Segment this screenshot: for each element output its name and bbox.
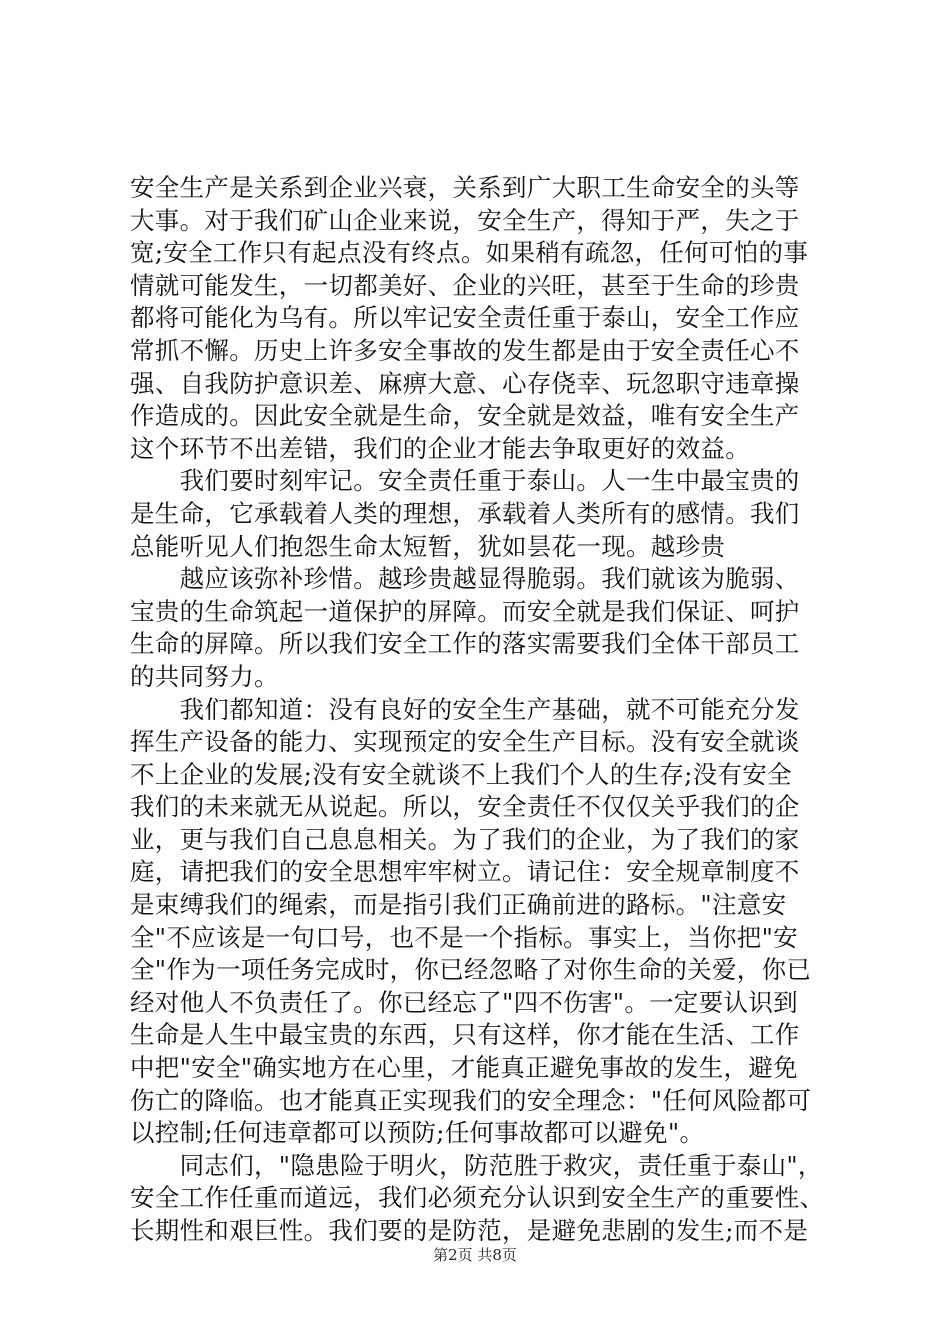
text-line: 我们都知道：没有良好的安全生产基础，就不可能充分发 (130, 694, 800, 724)
text-line: 以控制;任何违章都可以预防;任何事故都可以避免"。 (130, 1118, 705, 1148)
text-line: 都将可能化为乌有。所以牢记安全责任重于泰山，安全工作应 (130, 303, 800, 333)
text-line: 安全工作任重而道远，我们必须充分认识到安全生产的重要性、 (130, 1183, 825, 1213)
text-line: 长期性和艰巨性。我们要的是防范，是避免悲剧的发生;而不是 (130, 1216, 809, 1245)
text-line: 全"不应该是一句口号，也不是一个指标。事实上，当你把"安 (130, 922, 798, 952)
text-line: 是生命，它承载着人类的理想，承载着人类所有的感情。我们 (130, 498, 800, 528)
text-line: 这个环节不出差错，我们的企业才能去争取更好的效益。 (130, 433, 750, 463)
text-line: 作造成的。因此安全就是生命，安全就是效益，唯有安全生产 (130, 401, 800, 431)
text-line: 的共同努力。 (130, 661, 279, 691)
text-line: 是束缚我们的绳索，而是指引我们正确前进的路标。"注意安 (130, 890, 787, 920)
text-line: 生命是人生中最宝贵的东西，只有这样，你才能在生活、工作 (130, 1020, 800, 1050)
body-text (130, 172, 830, 1248)
text-line: 常抓不懈。历史上许多安全事故的发生都是由于安全责任心不 (130, 335, 800, 365)
text-line: 大事。对于我们矿山企业来说，安全生产，得知于严，失之于 (130, 205, 800, 235)
text-line: 宽;安全工作只有起点没有终点。如果稍有疏忽，任何可怕的事 (130, 238, 809, 268)
text-line: 情就可能发生，一切都美好、企业的兴旺，甚至于生命的珍贵 (130, 270, 800, 300)
text-line: 同志们，"隐患险于明火，防范胜于救灾，责任重于泰山"， (130, 1150, 823, 1180)
text-line: 强、自我防护意识差、麻痹大意、心存侥幸、玩忽职守违章操 (130, 368, 800, 398)
text-line: 不上企业的发展;没有安全就谈不上我们个人的生存;没有安全 (130, 759, 792, 789)
text-line: 越应该弥补珍惜。越珍贵越显得脆弱。我们就该为脆弱、 (130, 564, 800, 594)
text-line: 宝贵的生命筑起一道保护的屏障。而安全就是我们保证、呵护 (130, 596, 800, 626)
text-line: 挥生产设备的能力、实现预定的安全生产目标。没有安全就谈 (130, 727, 800, 757)
text-line: 我们要时刻牢记。安全责任重于泰山。人一生中最宝贵的 (130, 466, 800, 496)
text-line: 生命的屏障。所以我们安全工作的落实需要我们全体干部员工 (130, 629, 800, 659)
text-line: 庭，请把我们的安全思想牢牢树立。请记住：安全规章制度不 (130, 857, 800, 887)
text-line: 中把"安全"确实地方在心里，才能真正避免事故的发生，避免 (130, 1053, 798, 1083)
page-footer: 第2页 共8页 (433, 1246, 517, 1264)
text-line: 全"作为一项任务完成时，你已经忽略了对你生命的关爱，你已 (130, 955, 812, 985)
text-line: 业，更与我们自己息息相关。为了我们的企业，为了我们的家 (130, 824, 800, 854)
text-line: 经对他人不负责任了。你已经忘了"四不伤害"。一定要认识到 (130, 987, 798, 1017)
text-line: 我们的未来就无从说起。所以，安全责任不仅仅关乎我们的企 (130, 792, 800, 822)
text-line: 总能听见人们抱怨生命太短暂，犹如昙花一现。越珍贵 (130, 531, 726, 561)
text-line: 伤亡的降临。也才能真正实现我们的安全理念："任何风险都可 (130, 1085, 812, 1115)
text-line: 安全生产是关系到企业兴衰，关系到广大职工生命安全的头等 (130, 173, 800, 202)
